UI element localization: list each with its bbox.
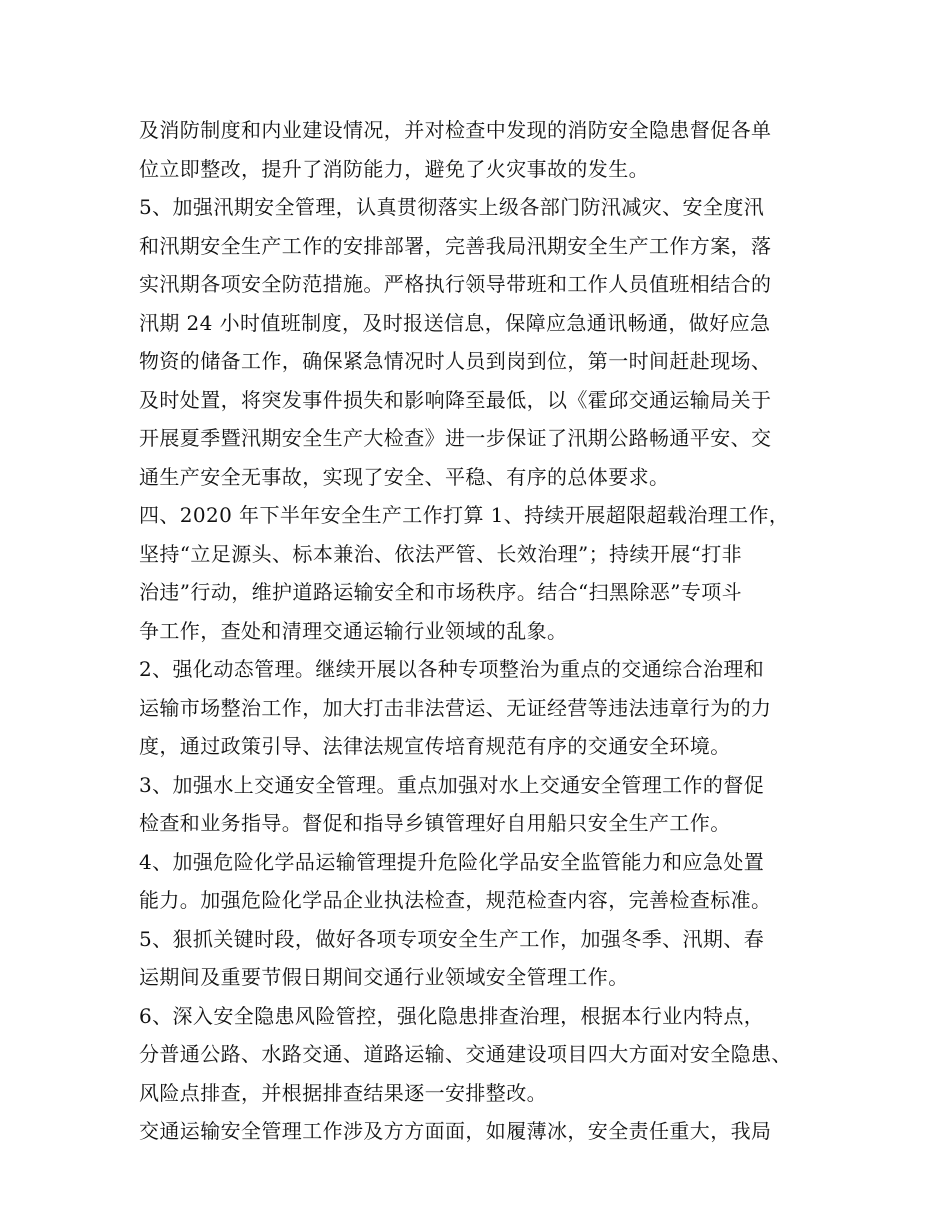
text-line: 4、加强危险化学品运输管理提升危险化学品安全监管能力和应急处置 xyxy=(139,849,765,874)
text-line: 及时处置，将突发事件损失和影响降至最低，以《霍邱交通运输局关于 xyxy=(139,387,772,412)
text-line: 5、狠抓关键时段，做好各项专项安全生产工作，加强冬季、汛期、春 xyxy=(139,926,765,951)
text-line: 交通运输安全管理工作涉及方方面面，如履薄冰，安全责任重大，我局 xyxy=(139,1119,772,1143)
text-line: 和汛期安全生产工作的安排部署，完善我局汛期安全生产工作方案，落 xyxy=(139,233,772,258)
text-line: 运输市场整治工作，加大打击非法营运、无证经营等违法违章行为的力 xyxy=(139,695,772,720)
text-line: 5、加强汛期安全管理，认真贯彻落实上级各部门防汛减灾、安全度汛 xyxy=(139,195,765,219)
text-line: 争工作，查处和清理交通运输行业领域的乱象。 xyxy=(139,618,568,643)
text-line: 四、2020 年下半年安全生产工作打算 1、持续开展超限超载治理工作， xyxy=(139,503,790,527)
text-line: 通生产安全无事故，实现了安全、平稳、有序的总体要求。 xyxy=(139,464,670,489)
text-line: 开展夏季暨汛期安全生产大检查》进一步保证了汛期公路畅通平安、交 xyxy=(139,426,772,450)
text-line: 分普通公路、水路交通、道路运输、交通建设项目四大方面对安全隐患、 xyxy=(139,1042,792,1066)
text-line: 6、深入安全隐患风险管控，强化隐患排查治理，根据本行业内特点， xyxy=(139,1003,765,1028)
text-line: 及消防制度和内业建设情况，并对检查中发现的消防安全隐患督促各单 xyxy=(139,118,772,142)
text-line: 运期间及重要节假日期间交通行业领域安全管理工作。 xyxy=(139,965,629,989)
text-line: 坚持“立足源头、标本兼治、依法严管、长效治理”；持续开展“打非 xyxy=(139,541,743,566)
text-line: 实汛期各项安全防范措施。严格执行领导带班和工作人员值班相结合的 xyxy=(139,272,772,296)
text-line: 风险点排查，并根据排查结果逐一安排整改。 xyxy=(139,1080,547,1105)
text-line: 2、强化动态管理。继续开展以各种专项整治为重点的交通综合治理和 xyxy=(139,657,765,681)
text-line: 检查和业务指导。督促和指导乡镇管理好自用船只安全生产工作。 xyxy=(139,811,731,835)
document-body xyxy=(139,111,829,1151)
text-line: 治违”行动，维护道路运输安全和市场秩序。结合“扫黑除恶”专项斗 xyxy=(139,580,743,604)
text-line: 能力。加强危险化学品企业执法检查，规范检查内容，完善检查标准。 xyxy=(139,888,772,912)
text-line: 3、加强水上交通安全管理。重点加强对水上交通安全管理工作的督促 xyxy=(139,772,765,797)
text-line: 汛期 24 小时值班制度，及时报送信息，保障应急通讯畅通，做好应急 xyxy=(139,310,771,335)
text-line: 物资的储备工作，确保紧急情况时人员到岗到位，第一时间赶赴现场、 xyxy=(139,349,772,373)
text-line: 位立即整改，提升了消防能力，避免了火灾事故的发生。 xyxy=(139,156,649,181)
text-line: 度，通过政策引导、法律法规宣传培育规范有序的交通安全环境。 xyxy=(139,734,731,758)
